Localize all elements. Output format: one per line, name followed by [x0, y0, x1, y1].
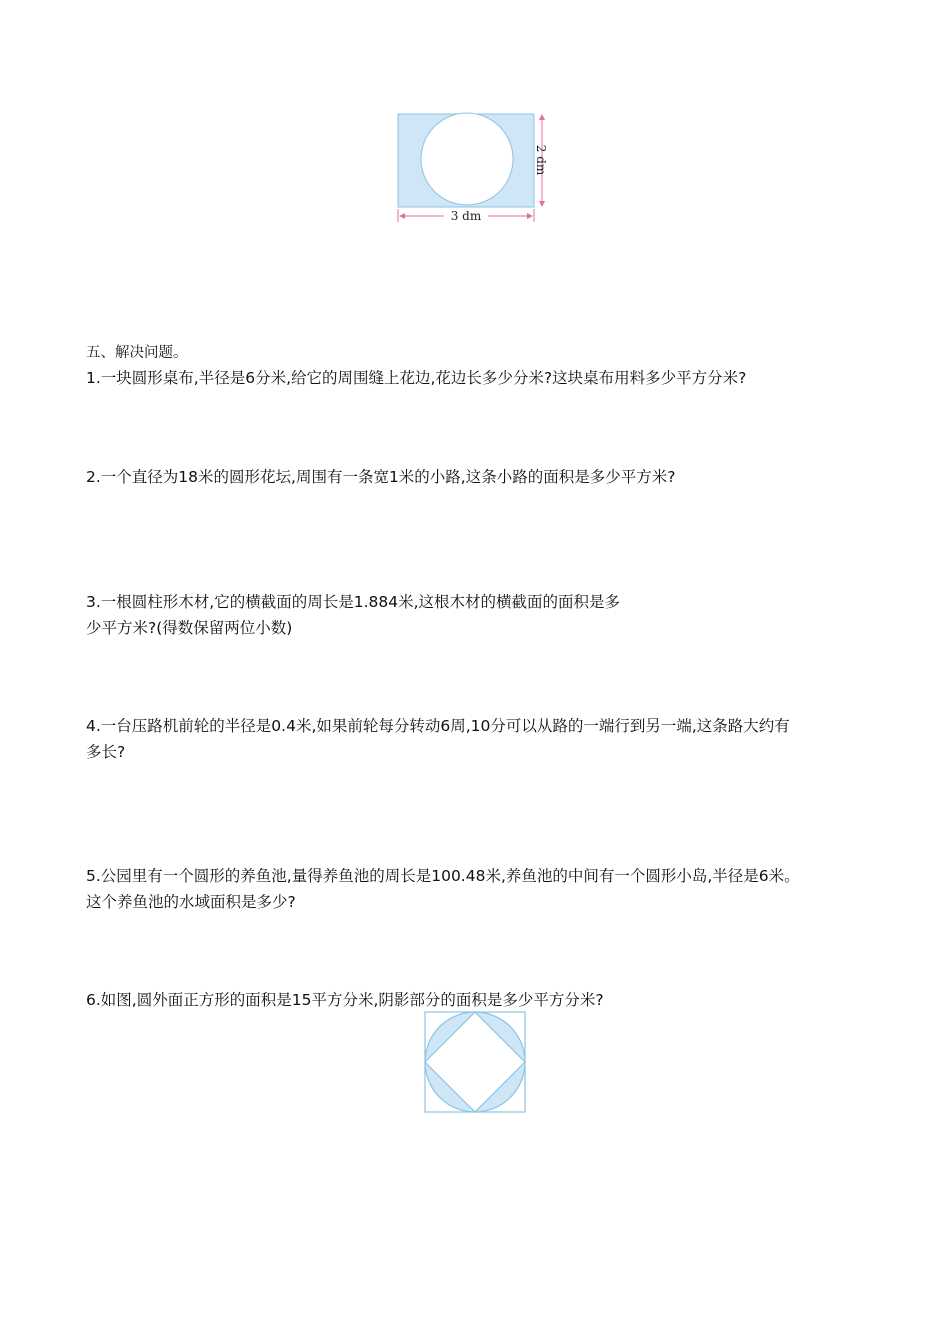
problem-5-line-1: 5.公园里有一个圆形的养鱼池,量得养鱼池的周长是100.48米,养鱼池的中间有一个圆形小岛,半径是6米。	[86, 867, 800, 885]
blank-circle	[421, 113, 513, 205]
section-heading: 五、解决问题。	[86, 345, 188, 361]
problem-4-line-1: 4.一台压路机前轮的半径是0.4米,如果前轮每分转动6周,10分可以从路的一端行到另一端,这条路大约有	[86, 717, 790, 735]
height-arrow-top	[539, 114, 545, 120]
problem-6-line-1: 6.如图,圆外面正方形的面积是15平方分米,阴影部分的面积是多少平方分米?	[86, 991, 604, 1009]
problem-2-line-1: 2.一个直径为18米的圆形花坛,周围有一条宽1米的小路,这条小路的面积是多少平方米?	[86, 468, 676, 486]
problem-4-line-2: 多长?	[86, 743, 126, 761]
square-circle-diagram	[420, 1008, 530, 1116]
square-circle-figure	[420, 1008, 530, 1116]
rectangle-circle-figure	[392, 108, 558, 230]
problem-3-line-2: 少平方米?(得数保留两位小数)	[86, 619, 293, 637]
height-label: 2 dm	[534, 144, 548, 176]
width-arrow-right	[527, 213, 533, 219]
problem-5-line-2: 这个养鱼池的水域面积是多少?	[86, 893, 296, 911]
problem-1-line-1: 1.一块圆形桌布,半径是6分米,给它的周围缝上花边,花边长多少分米?这块桌布用料多少平方分米?	[86, 369, 747, 387]
problem-3-line-1: 3.一根圆柱形木材,它的横截面的周长是1.884米,这根木材的横截面的面积是多	[86, 593, 621, 611]
width-label: 3 dm	[450, 209, 482, 223]
rectangle-circle-diagram	[392, 108, 558, 230]
width-arrow-left	[399, 213, 405, 219]
height-arrow-bottom	[539, 201, 545, 207]
